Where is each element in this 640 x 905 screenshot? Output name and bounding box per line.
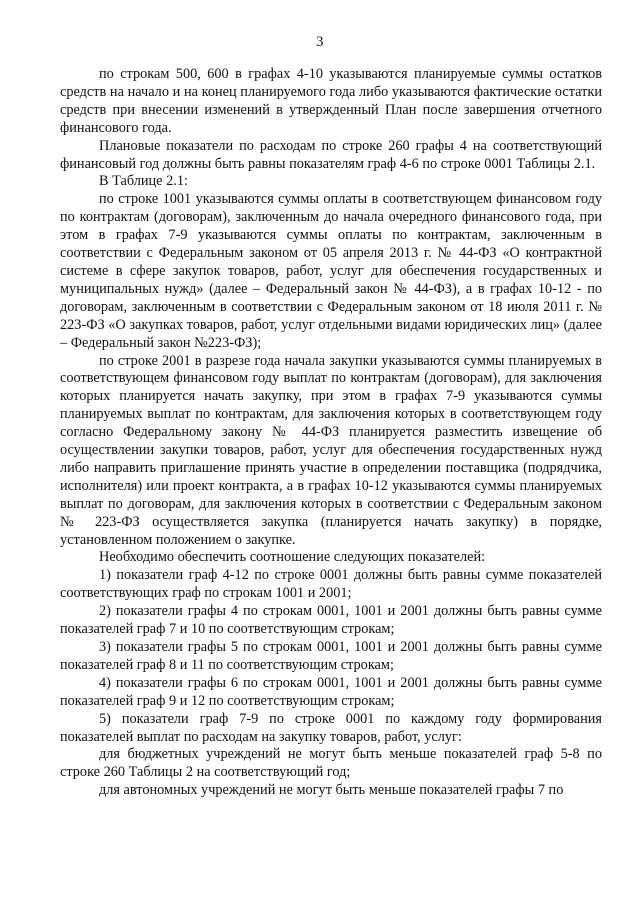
list-item-ratio-3: 3) показатели графы 5 по строкам 0001, 1001 и 2001 должны быть равны сумме показателей граф 8 и 11 по соответствующим строкам; [60, 639, 602, 673]
paragraph-row-1001: по строке 1001 указываются суммы оплаты в соответствующем финансовом году по контрактам (договорам), заключенным до начала очередного финансового года, при этом в графах 7-9 указываются суммы оплаты по контрактам, заключенным в соответствии с Федеральным законом от 05 апреля 2013 г. № 44-ФЗ «О контрактной системе в сфере закупок товаров, работ, услуг для обеспечения государственных и муниципальных нужд» (далее – Федеральный закон № 44-ФЗ), а в графах 10-12 - по договорам, заключенным в соответствии с Федеральным законом от 18 июля 2011 г. № 223-ФЗ «О закупках товаров, работ, услуг отдельными видами юридических лиц» (далее – Федеральный закон №223-ФЗ); [60, 191, 602, 351]
paragraph-autonomous-institutions: для автономных учреждений не могут быть меньше показателей графы 7 по [99, 782, 564, 799]
paragraph-remainder-rows-500-600: по строкам 500, 600 в графах 4-10 указываются планируемые суммы остатков средств на начало и на конец планируемого года либо указываются фактические остатки средств при внесении изменений в утвержденный План после завершения отчетного финансового года. [60, 66, 602, 136]
paragraph-row-2001: по строке 2001 в разрезе года начала закупки указываются суммы планируемых в соответствующем финансовом году выплат по контрактам (договорам), для заключения которых планируется начать закупку, при этом в графах 7-9 указываются суммы планируемых выплат по контрактам, для заключения которых в соответствующем году согласно Федеральному закону № 44-ФЗ планируется разместить извещение об осуществлении закупки товаров, работ, услуг для обеспечения государственных нужд либо направить приглашение принять участие в определении поставщика (подрядчика, исполнителя) или проект контракта, а в графах 10-12 указываются суммы планируемых выплат по договорам, для заключения которых в соответствии с Федеральным законом № 223-ФЗ осуществляется закупка (планируется начать закупку) в порядке, установленном положением о закупке. [60, 352, 602, 548]
list-item-ratio-1: 1) показатели граф 4-12 по строке 0001 должны быть равны сумме показателей соответствующих граф по строкам 1001 и 2001; [60, 567, 602, 602]
paragraph-planned-expenses-row-260: Плановые показатели по расходам по строке 260 графы 4 на соответствующий финансовый год должны быть равны показателям граф 4-6 по строке 0001 Таблицы 2.1. [60, 137, 602, 172]
list-item-ratio-5: 5) показатели граф 7-9 по строке 0001 по каждому году формирования показателей выплат по расходам на закупку товаров, работ, услуг: [60, 710, 602, 745]
paragraph-budget-institutions: для бюджетных учреждений не могут быть меньше показателей граф 5-8 по строке 260 Таблицы 2 на соответствующий год; [60, 746, 602, 781]
page-number: 3 [316, 34, 324, 50]
list-item-ratio-4: 4) показатели графы 6 по строкам 0001, 1001 и 2001 должны быть равны сумме показателей граф 9 и 12 по соответствующим строкам; [60, 674, 602, 709]
document-body [60, 66, 602, 800]
paragraph-table-2-1-heading: В Таблице 2.1: [99, 173, 188, 190]
list-item-ratio-2: 2) показатели графы 4 по строкам 0001, 1001 и 2001 должны быть равны сумме показателей граф 7 и 10 по соответствующим строкам; [60, 603, 602, 638]
paragraph-ratio-intro: Необходимо обеспечить соотношение следующих показателей: [99, 549, 486, 566]
